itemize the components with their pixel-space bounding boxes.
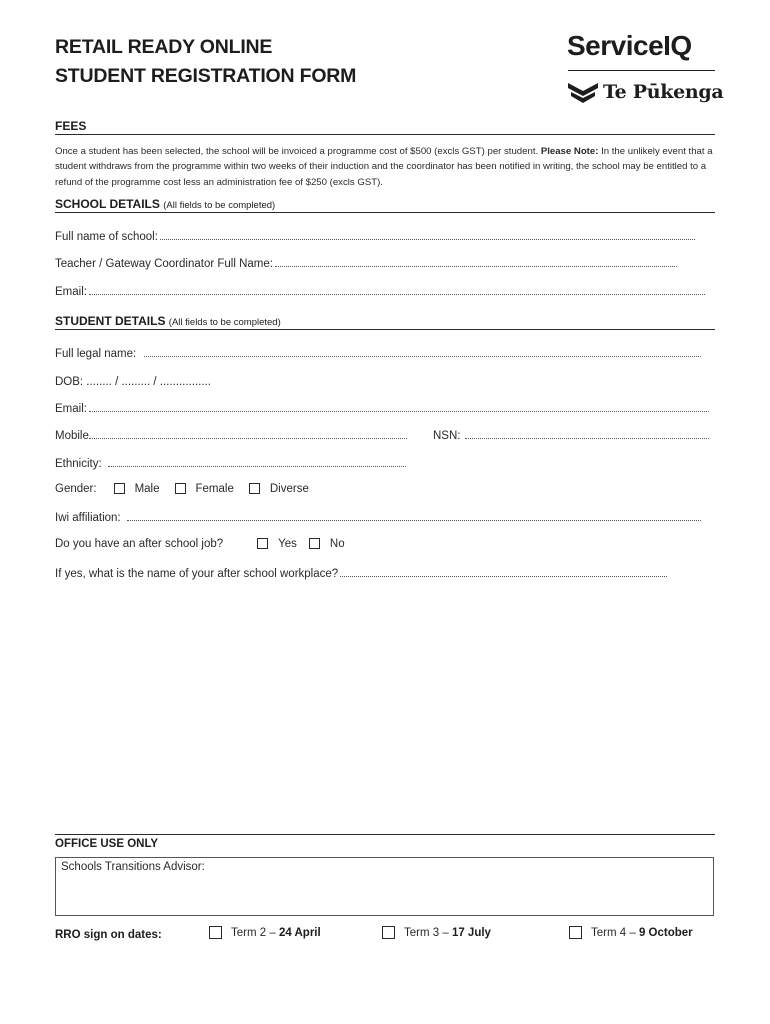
fees-text-before: Once a student has been selected, the school will be invoiced a programme cost of $500 (excls GST) per student. — [55, 146, 541, 157]
after-school-job-row — [55, 538, 345, 550]
gender-female-label: Female — [195, 483, 234, 495]
fees-note-label: Please Note: — [540, 146, 599, 157]
logo-divider — [568, 70, 715, 71]
te-pukenga-logo — [567, 78, 723, 106]
workplace-row — [55, 568, 667, 580]
office-use-heading — [55, 834, 715, 850]
gender-row — [55, 483, 309, 495]
term-2-checkbox[interactable] — [209, 926, 222, 939]
student-email-label: Email: — [55, 403, 87, 415]
term-4-option — [569, 926, 693, 939]
iwi-field[interactable] — [127, 519, 701, 521]
gender-female-checkbox[interactable] — [175, 483, 186, 494]
nsn-field[interactable] — [465, 437, 709, 439]
nsn-row — [433, 430, 709, 442]
legal-name-field[interactable] — [144, 355, 701, 357]
legal-name-label: Full legal name: — [55, 348, 137, 360]
title-line-2: STUDENT REGISTRATION FORM — [55, 65, 357, 87]
gender-male-label: Male — [134, 483, 160, 495]
term-2-option — [209, 926, 321, 939]
form-title — [55, 33, 356, 91]
student-details-heading — [55, 314, 715, 330]
school-name-field[interactable] — [160, 238, 695, 240]
student-email-field[interactable] — [89, 410, 709, 412]
term-3-checkbox[interactable] — [382, 926, 395, 939]
job-yes-checkbox[interactable] — [257, 538, 268, 549]
mobile-row — [55, 430, 407, 442]
school-name-row — [55, 231, 695, 243]
coordinator-row — [55, 258, 677, 270]
serviceiq-logo: ServiceIQ — [567, 30, 692, 61]
term-2-prefix: Term 2 – — [231, 926, 279, 939]
school-email-field[interactable] — [89, 293, 705, 295]
school-heading-text: SCHOOL DETAILS — [55, 197, 160, 211]
gender-diverse-label: Diverse — [269, 483, 309, 495]
ethnicity-label: Ethnicity: — [55, 458, 102, 470]
fees-paragraph — [55, 144, 718, 190]
te-pukenga-wordmark: Te Pūkenga — [603, 81, 724, 103]
iwi-row — [55, 512, 701, 524]
school-heading-note: (All fields to be completed) — [163, 200, 276, 211]
fees-text-after: In the unlikely event that a student withdraws from the programme within two weeks of their induction and the coordinator has been notified in writing, the school may be entitled to a refund of the programme cost less an administration fee of $250 (excls GST). — [55, 146, 713, 188]
student-heading-text: STUDENT DETAILS — [55, 314, 166, 328]
school-details-heading — [55, 197, 715, 213]
nsn-label: NSN: — [433, 430, 461, 442]
ethnicity-row — [55, 458, 406, 470]
term-3-date: 17 July — [451, 926, 491, 939]
gender-male-checkbox[interactable] — [114, 483, 125, 494]
legal-name-row — [55, 348, 701, 360]
rro-label: RRO sign on dates: — [55, 929, 162, 941]
coordinator-field[interactable] — [275, 265, 677, 267]
gender-diverse-checkbox[interactable] — [249, 483, 260, 494]
job-yes-label: Yes — [278, 538, 297, 550]
mobile-field[interactable] — [89, 437, 407, 439]
school-name-label: Full name of school: — [55, 231, 158, 243]
te-pukenga-emblem-icon — [567, 80, 599, 104]
advisor-label: Schools Transitions Advisor: — [61, 861, 205, 873]
student-email-row — [55, 403, 709, 415]
school-email-label: Email: — [55, 286, 87, 298]
job-no-checkbox[interactable] — [309, 538, 320, 549]
gender-label: Gender: — [55, 483, 97, 495]
term-3-option — [382, 926, 491, 939]
student-heading-note: (All fields to be completed) — [168, 317, 281, 328]
workplace-label: If yes, what is the name of your after school workplace? — [55, 568, 339, 580]
coordinator-label: Teacher / Gateway Coordinator Full Name: — [55, 258, 273, 270]
ethnicity-field[interactable] — [108, 465, 406, 467]
term-4-checkbox[interactable] — [569, 926, 582, 939]
title-line-1: RETAIL READY ONLINE — [55, 36, 273, 58]
workplace-field[interactable] — [340, 575, 667, 577]
office-heading-text: OFFICE USE ONLY — [55, 838, 159, 850]
term-4-prefix: Term 4 – — [591, 926, 639, 939]
dob-field[interactable]: DOB: ........ / ......... / ................ — [55, 376, 211, 388]
school-email-row — [55, 286, 705, 298]
term-2-date: 24 April — [278, 926, 321, 939]
term-3-prefix: Term 3 – — [404, 926, 452, 939]
dob-row — [55, 376, 211, 388]
fees-heading-text: FEES — [55, 119, 87, 133]
after-school-job-label: Do you have an after school job? — [55, 538, 224, 550]
job-no-label: No — [329, 538, 345, 550]
fees-heading — [55, 119, 715, 135]
mobile-label: Mobile — [55, 430, 89, 442]
term-4-date: 9 October — [638, 926, 693, 939]
iwi-label: Iwi affiliation: — [55, 512, 121, 524]
advisor-box[interactable] — [55, 857, 714, 916]
